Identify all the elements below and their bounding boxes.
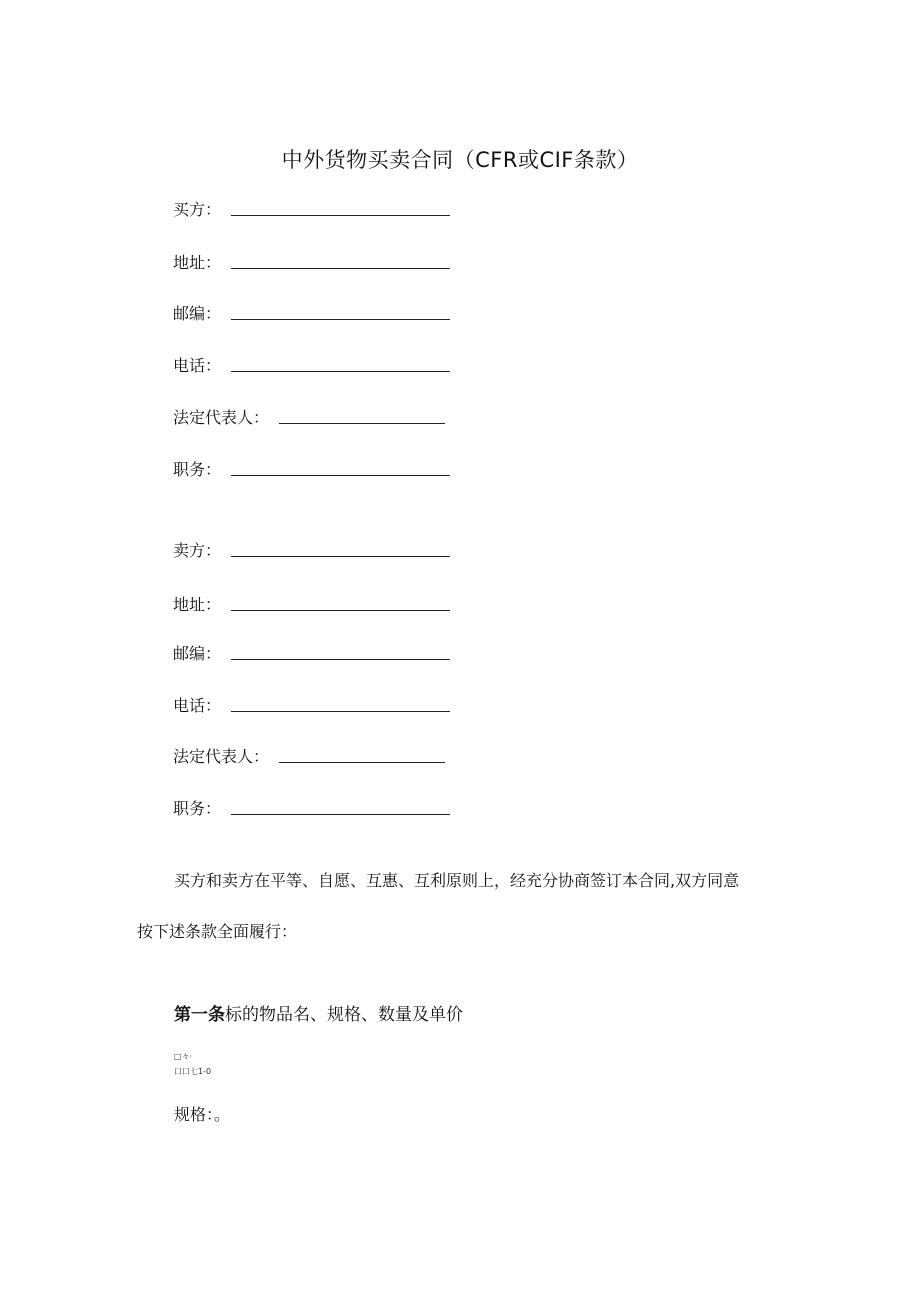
buyer-position-blank[interactable] bbox=[231, 474, 450, 476]
garbled-line-1: □々· bbox=[174, 1052, 193, 1061]
buyer-address-label: 地址： bbox=[173, 253, 222, 272]
intro-line-2: 按下述条款全面履行： bbox=[137, 922, 298, 941]
article-1-number: 第一条 bbox=[174, 1005, 225, 1025]
buyer-phone-label: 电话： bbox=[173, 356, 222, 375]
seller-phone-blank[interactable] bbox=[231, 710, 450, 712]
seller-address-label: 地址： bbox=[173, 595, 222, 614]
seller-legal-rep-field bbox=[173, 743, 445, 767]
spec-label: 规格：。 bbox=[174, 1105, 231, 1124]
buyer-legal-rep-blank[interactable] bbox=[279, 422, 445, 424]
buyer-postcode-blank[interactable] bbox=[231, 318, 450, 320]
seller-position-field bbox=[173, 795, 450, 819]
buyer-legal-rep-field bbox=[173, 404, 445, 428]
seller-position-blank[interactable] bbox=[231, 813, 450, 815]
seller-legal-rep-label: 法定代表人： bbox=[173, 747, 270, 766]
buyer-address-field bbox=[173, 249, 450, 273]
seller-postcode-label: 邮编： bbox=[173, 644, 222, 663]
buyer-position-field bbox=[173, 456, 450, 480]
buyer-phone-blank[interactable] bbox=[231, 370, 450, 372]
seller-position-label: 职务： bbox=[173, 799, 222, 818]
intro-line-1: 买方和卖方在平等、自愿、互惠、互利原则上，经充分协商签订本合同,双方同意 bbox=[174, 871, 740, 890]
buyer-postcode-label: 邮编： bbox=[173, 304, 222, 323]
seller-name-field bbox=[173, 537, 450, 561]
seller-phone-label: 电话： bbox=[173, 696, 222, 715]
buyer-phone-field bbox=[173, 352, 450, 376]
garbled-line-2: 口口七1-0 bbox=[174, 1067, 212, 1076]
document-title: 中外货物买卖合同（CFR或CIF条款） bbox=[281, 148, 639, 172]
buyer-legal-rep-label: 法定代表人： bbox=[173, 408, 270, 427]
article-1-title: 标的物品名、规格、数量及单价 bbox=[225, 1005, 463, 1025]
buyer-name-blank[interactable] bbox=[231, 214, 450, 216]
buyer-postcode-field bbox=[173, 300, 450, 324]
buyer-address-blank[interactable] bbox=[231, 267, 450, 269]
seller-legal-rep-blank[interactable] bbox=[279, 761, 445, 763]
buyer-name-field bbox=[173, 196, 450, 220]
seller-postcode-blank[interactable] bbox=[231, 658, 450, 660]
seller-address-field bbox=[173, 591, 450, 615]
seller-phone-field bbox=[173, 692, 450, 716]
seller-postcode-field bbox=[173, 640, 450, 664]
seller-name-blank[interactable] bbox=[231, 555, 450, 557]
buyer-party-label: 买方： bbox=[173, 200, 222, 219]
buyer-position-label: 职务： bbox=[173, 460, 222, 479]
article-1-heading bbox=[174, 1000, 463, 1025]
seller-party-label: 卖方： bbox=[173, 541, 222, 560]
seller-address-blank[interactable] bbox=[231, 609, 450, 611]
